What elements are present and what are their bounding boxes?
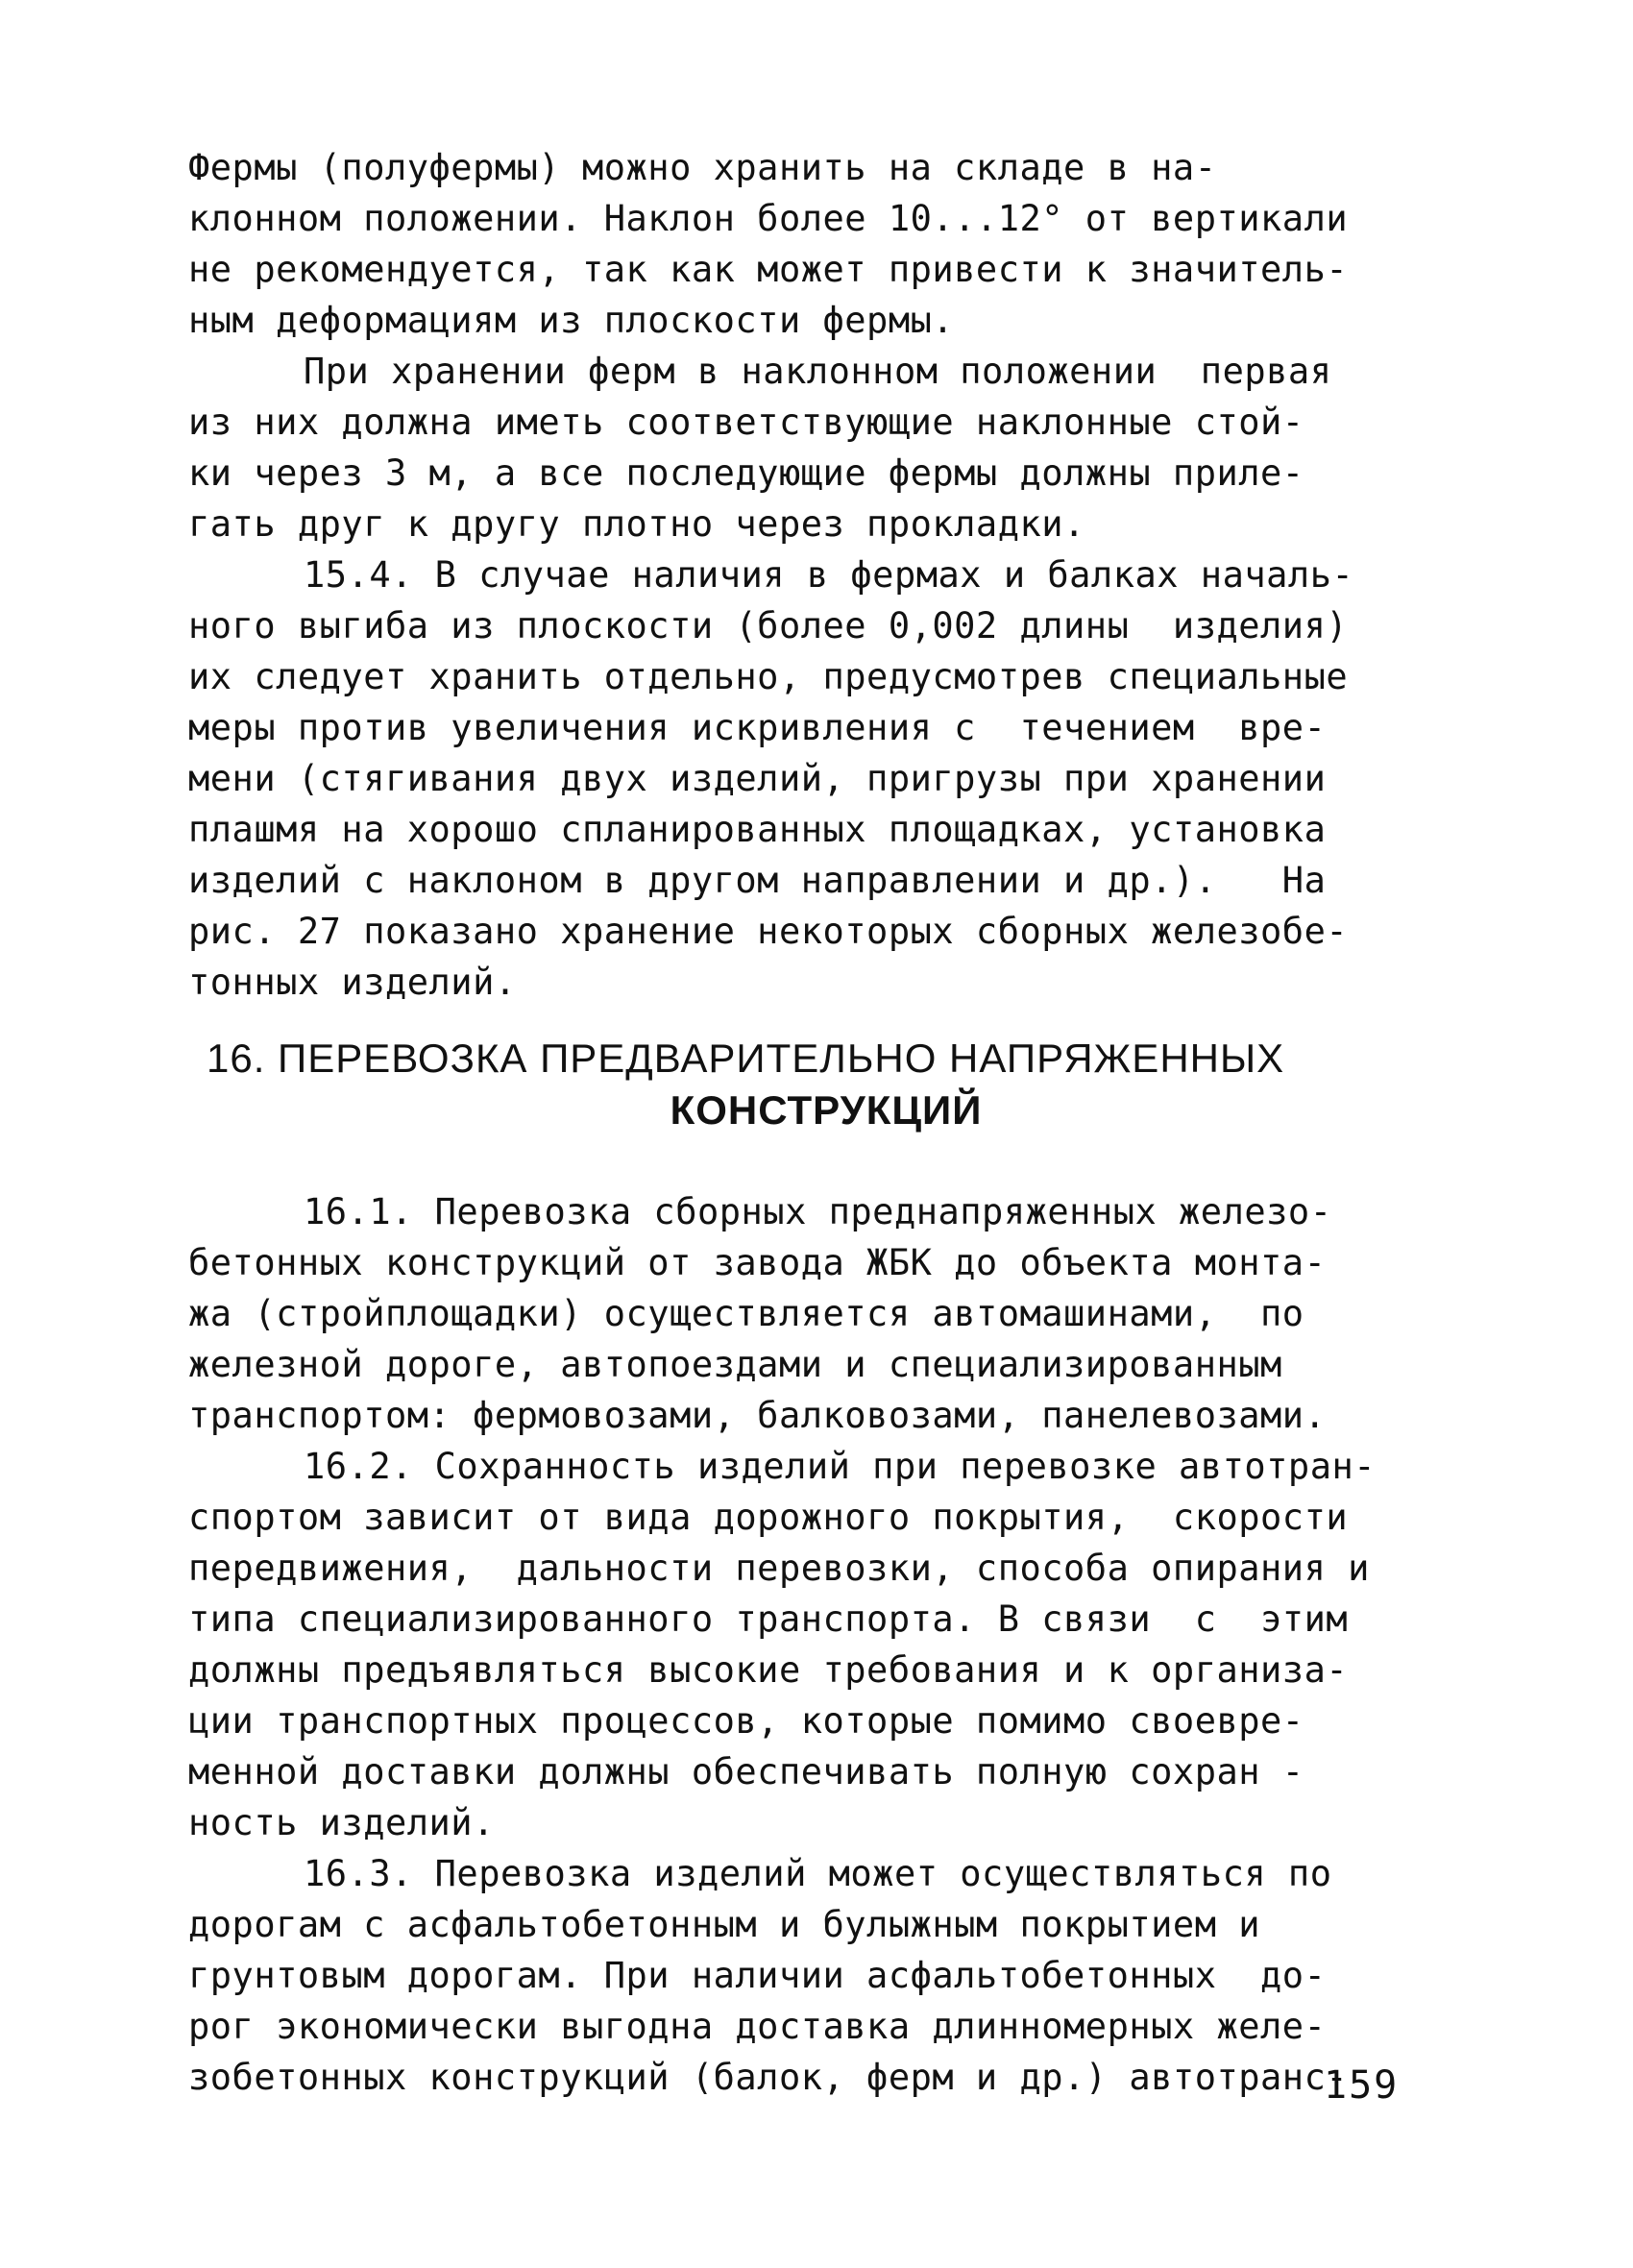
text-line: ным деформациям из плоскости фермы. bbox=[188, 300, 955, 341]
text-line: гать друг к другу плотно через прокладки. bbox=[188, 503, 1085, 545]
text-line: менной доставки должны обеспечивать полную сохран - bbox=[188, 1751, 1304, 1792]
text-line: ки через 3 м, а все последующие фермы должны приле- bbox=[188, 452, 1304, 494]
paragraph bbox=[188, 346, 1447, 549]
text-line: ность изделий. bbox=[188, 1802, 495, 1843]
text-line: бетонных конструкций от завода ЖБК до объекта монта- bbox=[188, 1242, 1327, 1283]
text-line: тонных изделий. bbox=[188, 962, 517, 1003]
text-line: их следует хранить отдельно, предусмотрев специальные bbox=[188, 656, 1349, 697]
page-number: 159 bbox=[1324, 2063, 1400, 2108]
paragraph bbox=[188, 142, 1447, 346]
section-heading-line1: 16. ПЕРЕВОЗКА ПРЕДВАРИТЕЛЬНО НАПРЯЖЕННЫХ bbox=[207, 1036, 1285, 1081]
text-line: зобетонных конструкций (балок, ферм и др.) автотранс- bbox=[188, 2057, 1349, 2098]
text-line: грунтовым дорогам. При наличии асфальтобетонных до- bbox=[188, 1955, 1327, 1996]
section-heading-line2: КОНСТРУКЦИЙ bbox=[670, 1087, 983, 1133]
text-line: Фермы (полуфермы) можно хранить на складе в на- bbox=[188, 147, 1217, 188]
text-line: клонном положении. Наклон более 10...12° от вертикали bbox=[188, 198, 1349, 239]
paragraph bbox=[188, 1441, 1447, 1848]
text-line: жа (стройплощадки) осуществляется автомашинами, по bbox=[188, 1293, 1304, 1334]
paragraph bbox=[188, 549, 1447, 1008]
text-line: 15.4. В случае наличия в фермах и балках началь- bbox=[304, 554, 1354, 596]
text-line: мени (стягивания двух изделий, пригрузы при хранении bbox=[188, 758, 1327, 799]
text-line: изделий с наклоном в другом направлении и др.). На bbox=[188, 860, 1327, 901]
text-line: 16.3. Перевозка изделий может осуществляться по bbox=[304, 1853, 1332, 1894]
text-line: должны предъявляться высокие требования и к организа- bbox=[188, 1649, 1349, 1691]
text-line: не рекомендуется, так как может привести к значитель- bbox=[188, 249, 1349, 290]
text-line: рис. 27 показано хранение некоторых сборных железобе- bbox=[188, 911, 1349, 952]
text-line: 16.1. Перевозка сборных преднапряженных железо- bbox=[304, 1191, 1332, 1232]
text-line: передвижения, дальности перевозки, способа опирания и bbox=[188, 1548, 1370, 1589]
text-line: ного выгиба из плоскости (более 0,002 длины изделия) bbox=[188, 605, 1349, 646]
section-heading bbox=[144, 1033, 1489, 1136]
text-line: спортом зависит от вида дорожного покрытия, скорости bbox=[188, 1497, 1349, 1538]
text-line: меры против увеличения искривления с течением вре- bbox=[188, 707, 1327, 748]
text-line: из них должна иметь соответствующие наклонные стой- bbox=[188, 402, 1304, 443]
text-line: рог экономически выгодна доставка длинномерных желе- bbox=[188, 2006, 1327, 2047]
text-line: типа специализированного транспорта. В связи с этим bbox=[188, 1598, 1349, 1640]
text-line: железной дороге, автопоездами и специализированным bbox=[188, 1344, 1282, 1385]
text-block-top bbox=[188, 142, 1447, 1008]
text-line: При хранении ферм в наклонном положении первая bbox=[304, 351, 1332, 392]
text-line: ции транспортных процессов, которые помимо своевре- bbox=[188, 1700, 1304, 1742]
text-block-bottom bbox=[188, 1186, 1447, 2103]
paragraph bbox=[188, 1848, 1447, 2103]
text-line: дорогам с асфальтобетонным и булыжным покрытием и bbox=[188, 1904, 1261, 1945]
text-line: плашмя на хорошо спланированных площадках, установка bbox=[188, 809, 1327, 850]
text-line: 16.2. Сохранность изделий при перевозке автотран- bbox=[304, 1446, 1377, 1487]
paragraph bbox=[188, 1186, 1447, 1441]
text-line: транспортом: фермовозами, балковозами, панелевозами. bbox=[188, 1395, 1327, 1436]
